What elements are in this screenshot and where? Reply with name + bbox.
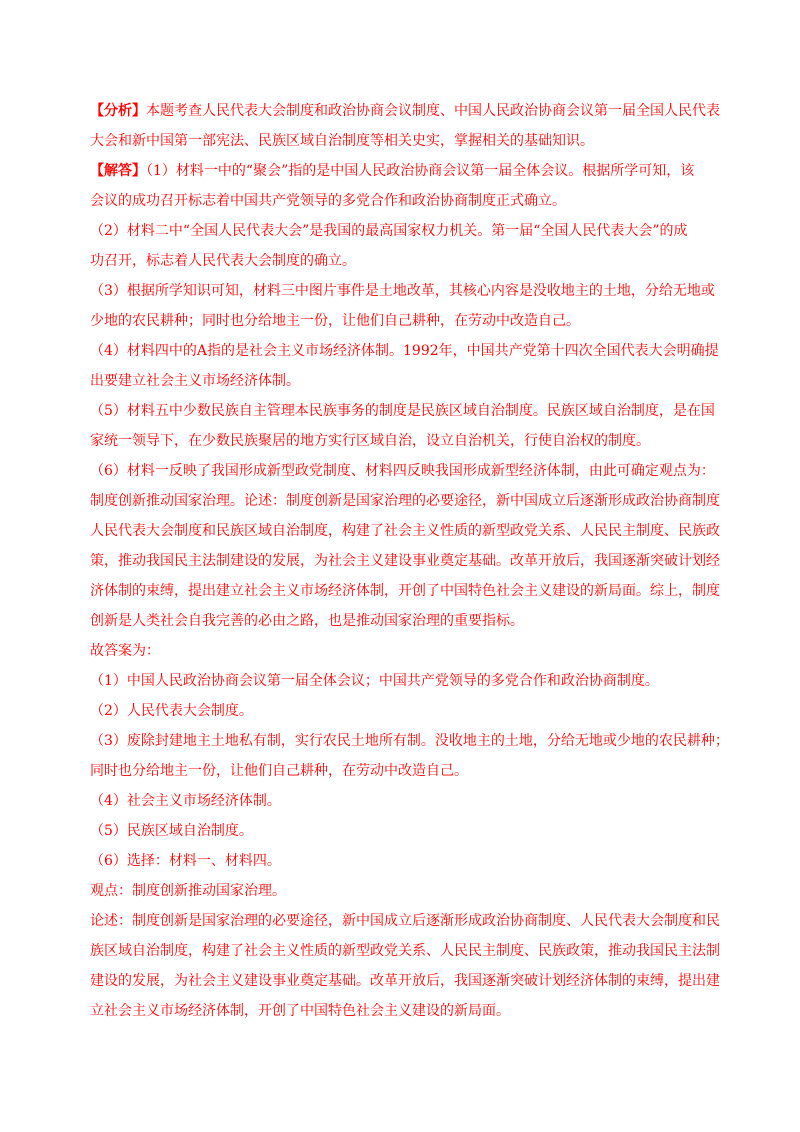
final-answer-2: （2）人民代表大会制度。	[90, 703, 253, 719]
final-heading: 故答案为：	[90, 643, 160, 659]
answer-p6-cont-3: 策，推动我国民主法制建设的发展，为社会主义建设事业奠定基础。改革开放后，我国逐渐突破计划经	[90, 553, 720, 569]
final-answer-4: （4）社会主义市场经济体制。	[90, 793, 281, 809]
final-argument-2: 族区域自治制度，构建了社会主义性质的新型政党关系、人民民主制度、民族政策，推动我国民主法制	[90, 943, 720, 959]
final-viewpoint: 观点：制度创新推动国家治理。	[90, 883, 286, 899]
answer-p4: （4）材料四中的A指的是社会主义市场经济体制。1992年，中国共产党第十四次全国代表大会明确提	[90, 343, 719, 359]
answer-p1-text: （1）材料一中的“聚会”指的是中国人民政治协商会议第一届全体会议。根据所学可知，该	[146, 163, 695, 179]
final-answer-5: （5）民族区域自治制度。	[90, 823, 253, 839]
final-argument-3: 建设的发展，为社会主义建设事业奠定基础。改革开放后，我国逐渐突破计划经济体制的束缚，提出建	[90, 973, 720, 989]
final-answer-6: （6）选择：材料一、材料四。	[90, 853, 281, 869]
analysis-text: 本题考查人民代表大会制度和政治协商会议制度、中国人民政治协商会议第一届全国人民代表	[146, 103, 720, 119]
final-answer-1: （1）中国人民政治协商会议第一届全体会议；中国共产党领导的多党合作和政治协商制度。	[90, 673, 659, 689]
answer-label: 【解答】	[90, 163, 146, 179]
final-answer-3-cont: 同时也分给地主一份，让他们自己耕种，在劳动中改造自己。	[90, 763, 468, 779]
answer-p1-cont: 会议的成功召开标志着中国共产党领导的多党合作和政治协商制度正式确立。	[90, 193, 566, 209]
answer-p6-cont-5: 创新是人类社会自我完善的必由之路，也是推动国家治理的重要指标。	[90, 613, 524, 629]
final-argument-4: 立社会主义市场经济体制，开创了中国特色社会主义建设的新局面。	[90, 1003, 510, 1019]
analysis-label: 【分析】	[90, 103, 146, 119]
answer-p2-cont: 功召开，标志着人民代表大会制度的确立。	[90, 253, 356, 269]
answer-p6-cont-2: 人民代表大会制度和民族区域自治制度，构建了社会主义性质的新型政党关系、人民民主制度、民族政	[90, 523, 720, 539]
answer-p3: （3）根据所学知识可知，材料三中图片事件是土地改革，其核心内容是没收地主的土地，分给无地或	[90, 283, 715, 299]
answer-p6: （6）材料一反映了我国形成新型政党制度、材料四反映我国形成新型经济体制，由此可确定观点为：	[90, 463, 715, 479]
final-argument-1: 论述：制度创新是国家治理的必要途径，新中国成立后逐渐形成政治协商制度、人民代表大会制度和民	[90, 913, 720, 929]
document-page	[90, 96, 729, 1026]
answer-p5: （5）材料五中少数民族自主管理本民族事务的制度是民族区域自治制度。民族区域自治制度，是在国	[90, 403, 715, 419]
answer-p2: （2）材料二中“全国人民代表大会”是我国的最高国家权力机关。第一届“全国人民代表大会”的成	[90, 223, 688, 239]
answer-p6-cont-4: 济体制的束缚，提出建立社会主义市场经济体制，开创了中国特色社会主义建设的新局面。综上，制度	[90, 583, 720, 599]
analysis-line	[90, 96, 720, 126]
final-answer-3: （3）废除封建地主土地私有制，实行农民土地所有制。没收地主的土地，分给无地或少地的农民耕种；	[90, 733, 729, 749]
answer-line	[90, 156, 720, 186]
answer-p5-cont: 家统一领导下，在少数民族聚居的地方实行区域自治，设立自治机关，行使自治权的制度。	[90, 433, 650, 449]
answer-p6-cont-1: 制度创新推动国家治理。论述：制度创新是国家治理的必要途径，新中国成立后逐渐形成政治协商制度	[90, 493, 720, 509]
answer-p4-cont: 出要建立社会主义市场经济体制。	[90, 373, 300, 389]
analysis-text-cont: 大会和新中国第一部宪法、民族区域自治制度等相关史实，掌握相关的基础知识。	[90, 133, 594, 149]
answer-p3-cont: 少地的农民耕种；同时也分给地主一份，让他们自己耕种，在劳动中改造自己。	[90, 313, 580, 329]
